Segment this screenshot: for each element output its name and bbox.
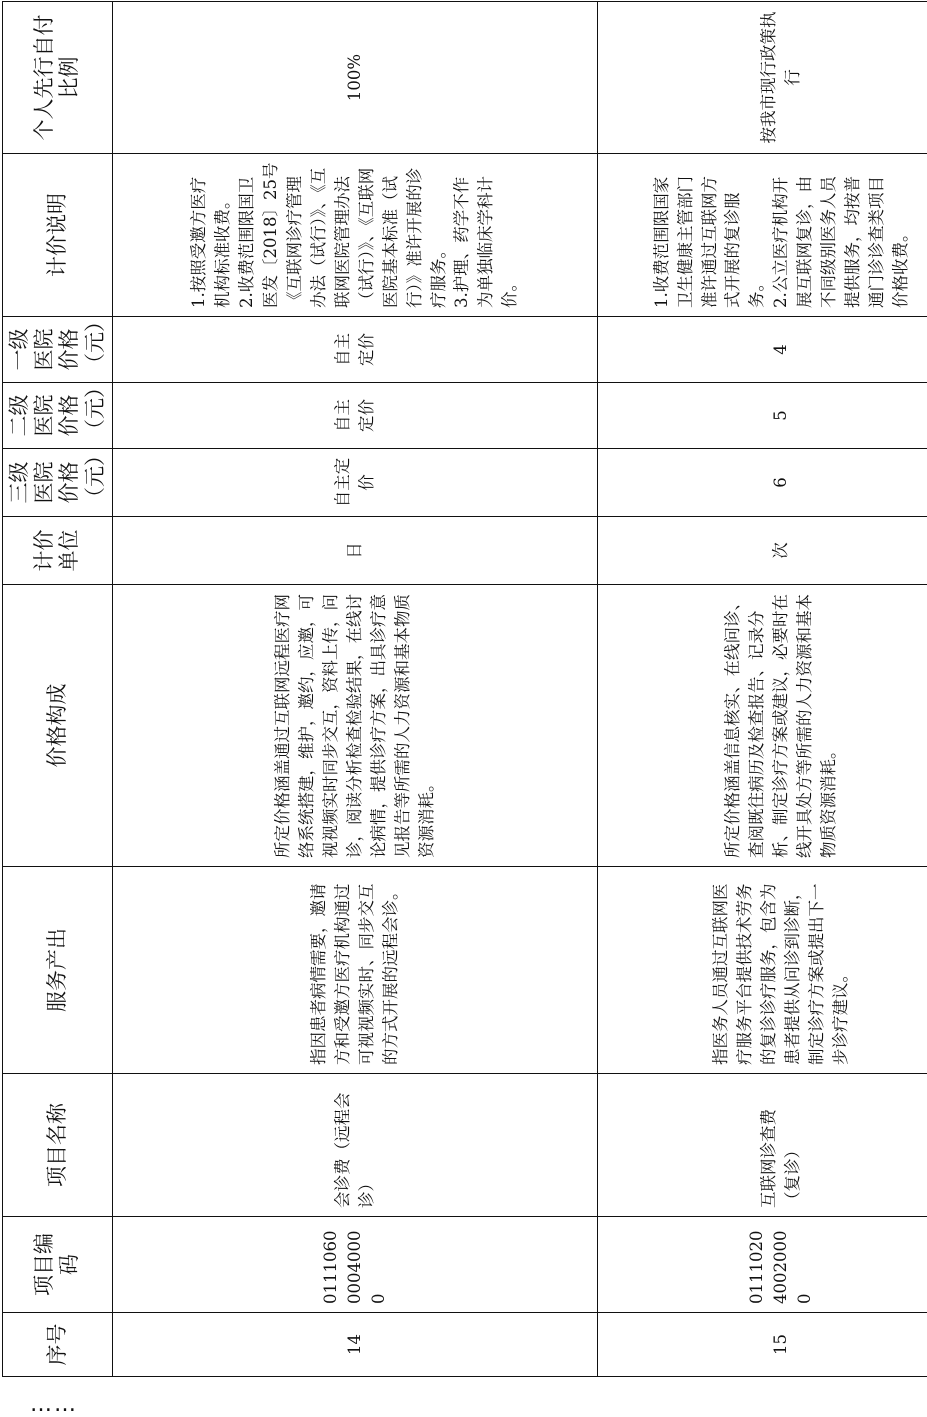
cell-price2: 5 [597, 383, 927, 449]
cell-selfpay: 按我市现行政策执行 [597, 2, 927, 154]
header-code: 项目编码 [3, 1217, 113, 1313]
note-line: 2.收费范围限国卫医发〔2018〕25号《互联网诊疗管理办法（试行）》、《互联网医院管理办法（试行）》、《互联网医院基本标准（试行）》准许开展的诊疗服务。 [237, 162, 448, 308]
header-selfpay: 个人先行自付比例 [3, 2, 113, 154]
cell-seq: 14 [112, 1313, 597, 1377]
header-seq: 序号 [3, 1313, 113, 1377]
cell-price3: 自主定价 [112, 449, 597, 517]
cell-price3: 6 [597, 449, 927, 517]
cell-price1: 4 [597, 317, 927, 383]
cell-output: 指医务人员通过互联网医疗服务平台提供技术劳务的复诊诊疗服务，包含为患者提供从问诊到诊断，制定诊疗方案或提出下一步诊疗建议。 [597, 867, 927, 1074]
cell-composition: 所定价格涵盖信息核实、在线问诊、查阅既往病历及检查报告、记录分析、制定诊疗方案或建议，必要时在线开具处方等所需的人力资源和基本物质资源消耗。 [597, 585, 927, 867]
cell-notes [112, 154, 597, 317]
note-line: 3.护理、药学不作为单独临床学科计价。 [452, 176, 520, 308]
note-line: 2.公立医疗机构开展互联网复诊，由不同级别医务人员提供服务，均按普通门诊诊查类项目价格收费。 [771, 176, 910, 308]
cell-composition: 所定价格涵盖通过互联网远程医疗网络系统搭建，维护，邀约，应邀，可视视频实时同步交互，资料上传，问诊，阅读分析检查检验结果，在线讨论病情，提供诊疗方案，出具诊疗意见报告等所需的人力资源和基本物质资源消耗。 [112, 585, 597, 867]
price-table [2, 1, 927, 1377]
header-price2: 二级医院价格（元） [3, 383, 113, 449]
cell-seq: 15 [597, 1313, 927, 1377]
table-row [597, 2, 927, 1377]
header-composition: 价格构成 [3, 585, 113, 867]
cell-selfpay: 100% [112, 2, 597, 154]
note-line: 1.按照受邀方医疗机构标准收费。 [189, 176, 233, 308]
header-notes: 计价说明 [3, 154, 113, 317]
cell-name: 会诊费（远程会诊） [112, 1074, 597, 1217]
header-price1: 一级医院价格（元） [3, 317, 113, 383]
cell-code: 011102040020000 [597, 1217, 927, 1313]
table-row [112, 2, 597, 1377]
cell-output: 指因患者病情需要，邀请方和受邀方医疗机构通过可视视频实时、同步交互的方式开展的远程会诊。 [112, 867, 597, 1074]
cell-unit: 次 [597, 517, 927, 585]
header-unit: 计价单位 [3, 517, 113, 585]
header-row [3, 2, 113, 1377]
note-line: 1.收费范围限国家卫生健康主管部门准许通过互联网方式开展的复诊服务。 [651, 176, 767, 308]
cell-code: 011106000040000 [112, 1217, 597, 1313]
fee-document [2, 2, 925, 1377]
cell-price2: 自主定价 [112, 383, 597, 449]
header-name: 项目名称 [3, 1074, 113, 1217]
cell-notes [597, 154, 927, 317]
header-price3: 三级医院价格（元） [3, 449, 113, 517]
cell-name: 互联网诊查费（复诊） [597, 1074, 927, 1217]
continuation-dots: …… [30, 1392, 78, 1417]
header-output: 服务产出 [3, 867, 113, 1074]
cell-price1: 自主定价 [112, 317, 597, 383]
cell-unit: 日 [112, 517, 597, 585]
